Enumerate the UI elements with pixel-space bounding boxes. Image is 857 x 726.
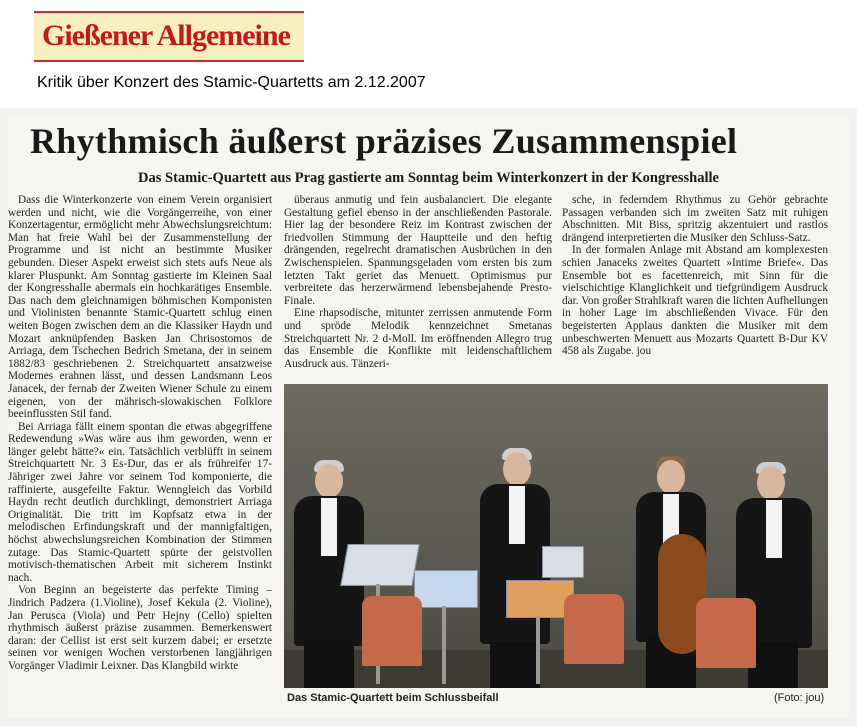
paragraph: Bei Arriaga fällt einem spontan die etwas abgegriffene Redewendung »Was wäre aus ihm geworden, wenn er länger gelebt hätte?« ein. Tatsächlich verblüfft in seinem Streichquartett Nr. 3 Es-Dur, das er als frühreifer 17-Jähriger zwei Jahre vor seinem Tod komponierte, die raffinierte, ausgefeilte Faktur. Wenngleich das Vorbild Haydn recht deutlich durchklingt, demonstriert Arriaga Originalität. Die tritt im Kopfsatz etwa in der melodischen Erfindungskraft und der mannigfaltigen, höchst abwechslungsreichen Kombination der Stimmen zutage. Das Stamic-Quartett spürte der geistvollen motivisch-thematischen Arbeit mit sicherem Instinkt nach. xyxy=(8,420,272,584)
photo-caption: Das Stamic-Quartett beim Schlussbeifall xyxy=(287,692,499,704)
paragraph: sche, in federndem Rhythmus zu Gehör gebrachte Passagen verbanden sich im zweiten Satz mit ruhigen Abschnitten. Mit Biss, spritzig akzentuiert und rastlos drängend interpretierten die Musiker den Schluss-Satz. xyxy=(562,194,828,244)
article-subheadline: Das Stamic-Quartett aus Prag gastierte am Sonntag beim Winterkonzert in der Kongresshalle xyxy=(138,170,719,186)
chair xyxy=(696,598,756,668)
chair xyxy=(564,594,624,664)
photo-credit: (Foto: jou) xyxy=(774,692,825,704)
paragraph: Eine rhapsodische, mitunter zerrissen anmutende Form und spröde Melodik kennzeichnet Smetanas Streichquartett Nr. 2 d-Moll. Im eröffnenden Allegro trug das Ensemble die Konflikte mit leidenschaftlichem Ausdruck aus. Tänzeri- xyxy=(284,307,552,370)
paragraph: In der formalen Anlage mit Abstand am komplexesten schien Janaceks zweites Quartett »Intime Briefe«. Das Ensemble bot es facettenreich, mit Sinn für die vielschichtige Klanglichkeit und tiefgründigem Ausdruck dar. Von großer Strahlkraft waren die lichten Aufhellungen in hoher Lage im abschließenden Vivace. Für den begeisterten Applaus dankten die Musiker mit dem unbeschwerten Menuett aus Mozarts Quartett B-Dur KV 458 als Zugabe. jou xyxy=(562,244,828,358)
page-caption: Kritik über Konzert des Stamic-Quartetts am 2.12.2007 xyxy=(37,74,426,91)
quartet-photo xyxy=(284,384,828,688)
music-sheet xyxy=(340,544,419,586)
music-stand xyxy=(442,606,446,684)
article-headline: Rhythmisch äußerst präzises Zusammenspiel xyxy=(30,121,738,161)
article-column-3 xyxy=(562,194,828,382)
newspaper-logo xyxy=(34,11,304,62)
paragraph: Dass die Winterkonzerte von einem Verein organisiert werden und nicht, wie die Vorgängerreihe, von einer Konzertagentur, ermöglicht mehr Abwechslungsreichtum: Man hat freie Wahl bei der Zusammenstellung der Programme und ist nicht an bestimmte Musiker gebunden. Dieser Aspekt erweist sich stets aufs Neue als klarer Pluspunkt. Am Sonntag gastierte im Kleinen Saal der Kongresshalle abermals ein hochkarätiges Ensemble. Das nach dem gleichnamigen böhmischen Komponisten und Violinisten benannte Stamic-Quartett schlug einen weiten Bogen zwischen dem an die Klassiker Haydn und Mozart anknüpfenden Basken Jan Chrisostomos de Arriaga, dem Tschechen Bedrich Smetana, der in seinem 1882/83 geschriebenen 2. Streichquartett ansatzweise Modernes erahnen lässt, und dessen Landsmann Leos Janacek, der fernab der Zweiten Wiener Schule zu einem eigenen, von der mährisch-slowakischen Folklore beeinflussten Stil fand. xyxy=(8,194,272,421)
music-stand xyxy=(536,616,540,684)
chair xyxy=(362,596,422,666)
article-column-1 xyxy=(8,194,272,716)
music-sheet xyxy=(542,546,584,578)
logo-text: Gießener Allgemeine xyxy=(42,19,290,52)
music-sheet xyxy=(414,570,478,608)
paragraph: Von Beginn an begeisterte das perfekte Timing – Jindrich Padzera (1.Violine), Josef Kekula (2. Violine), Jan Perusca (Viola) und Petr Hejny (Cello) spielten rhythmisch äußerst präzise zusammen. Bemerkenswert daran: der Cellist ist erst seit kurzem dabei; er ersetzte seinen vor wenigen Wochen verstorbenen langjährigen Vorgänger Vladimir Leixner. Das Klangbild wirkte xyxy=(8,584,272,672)
article-column-2 xyxy=(284,194,552,382)
newspaper-clipping xyxy=(0,108,857,726)
paragraph: überaus anmutig und fein ausbalanciert. Die elegante Gestaltung gefiel ebenso in der anschließenden Pastorale. Hier lag der besondere Reiz im Kontrast zwischen der friedvollen Stimmung der Hauptteile und den heftig drängenden, regelrecht dramatischen Ausbrüchen in den Zwischenspielen. Spannungsgeladen vom ersten bis zum letzten Takt geriet das Menuett. Optimismus pur verbreitete das herzerwärmend lebensbejahende Presto-Finale. xyxy=(284,194,552,307)
